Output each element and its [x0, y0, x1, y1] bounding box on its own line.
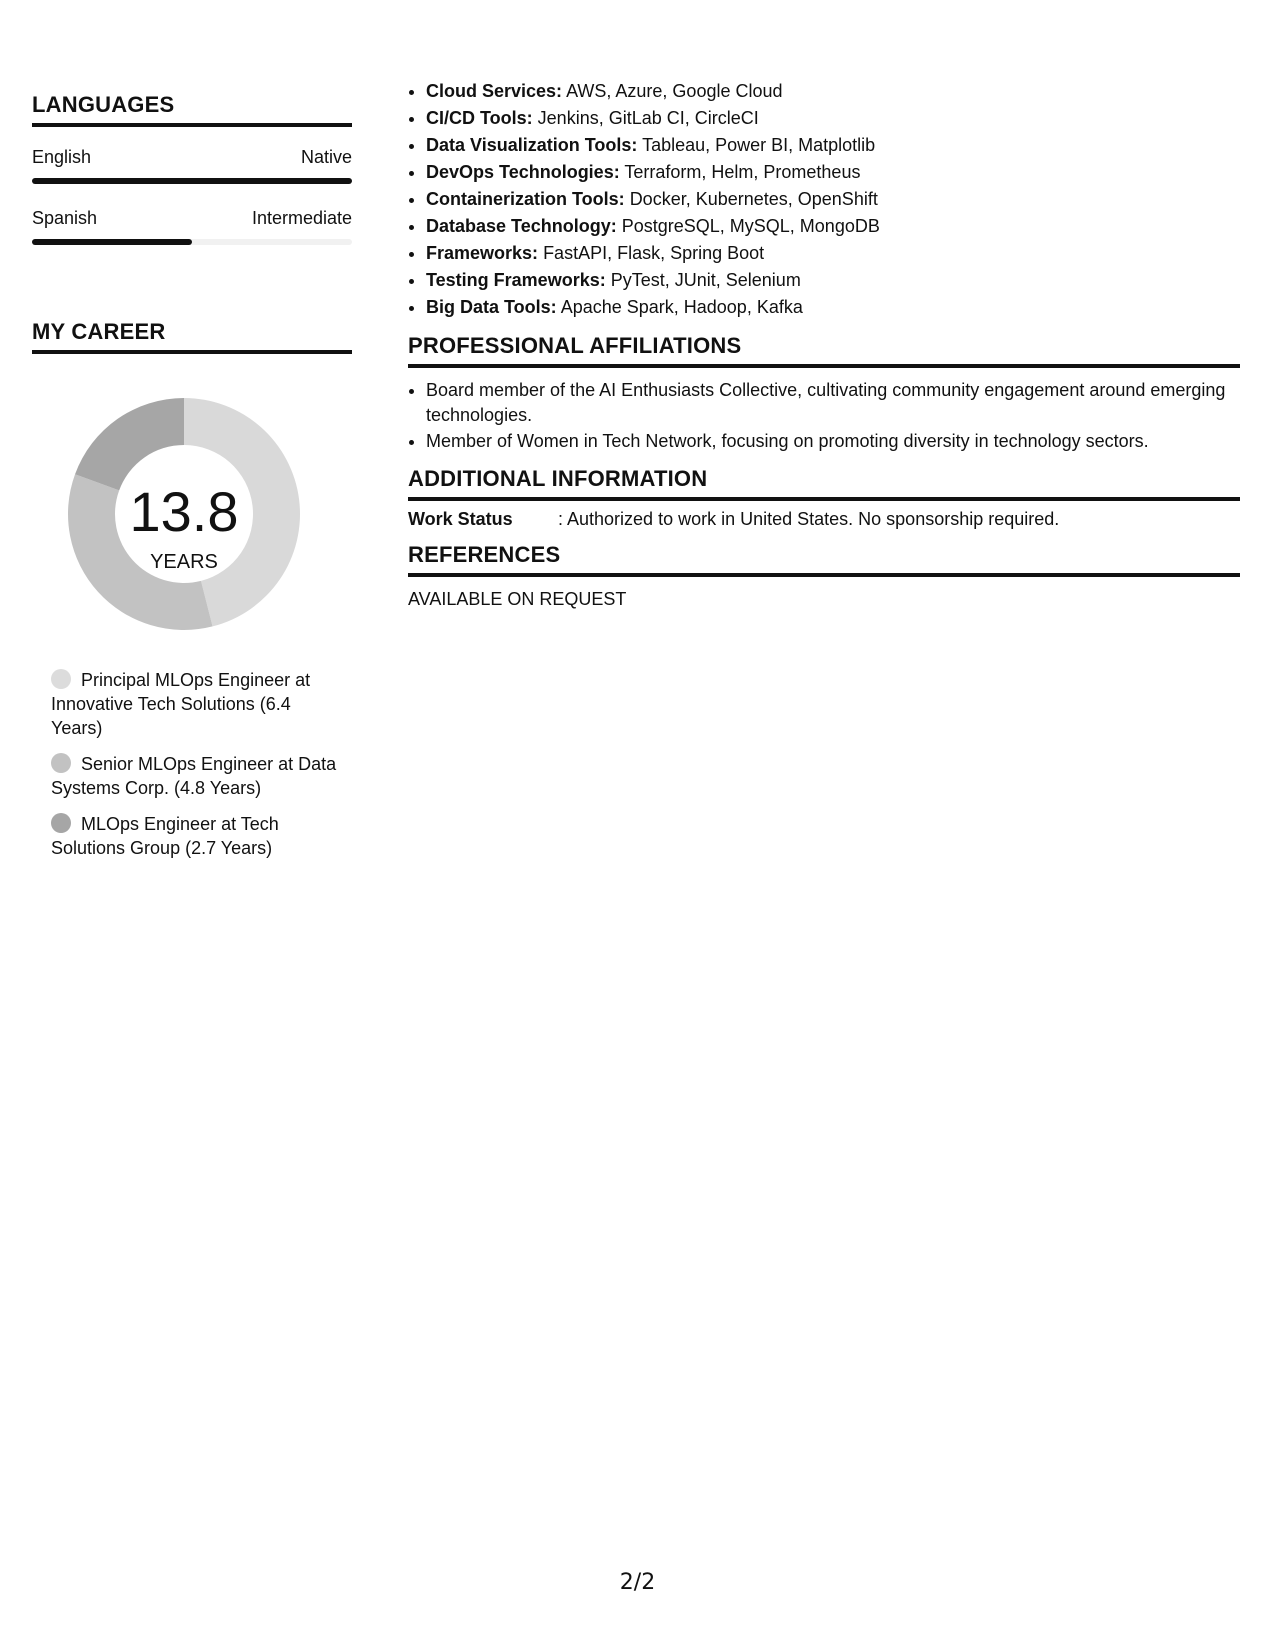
skill-item: • Frameworks: FastAPI, Flask, Spring Boot: [426, 240, 1240, 267]
affiliations-title: PROFESSIONAL AFFILIATIONS: [408, 333, 1240, 368]
language-name: Spanish: [32, 208, 98, 228]
legend-dot-icon: [51, 753, 71, 773]
skill-item: • DevOps Technologies: Terraform, Helm, Prometheus: [426, 159, 1240, 186]
career-legend-item: Principal MLOps Engineer at Innovative Tech Solutions (6.4 Years): [51, 670, 311, 738]
language-proficiency-bar: [32, 178, 352, 184]
skills-list: [408, 78, 1240, 321]
additional-info-title: ADDITIONAL INFORMATION: [408, 466, 1240, 501]
career-legend-item: MLOps Engineer at Tech Solutions Group (2.7 Years): [51, 814, 279, 858]
legend-dot-icon: [51, 669, 71, 689]
left-column: [32, 92, 352, 872]
skill-item: • Database Technology: PostgreSQL, MySQL, MongoDB: [426, 213, 1240, 240]
language-proficiency-bar: [32, 239, 352, 245]
work-status-value: : Authorized to work in United States. No sponsorship required.: [558, 509, 1060, 529]
career-total-years: 13.8: [129, 480, 239, 543]
skill-item: • Containerization Tools: Docker, Kubernetes, OpenShift: [426, 186, 1240, 213]
career-legend-item: Senior MLOps Engineer at Data Systems Corp. (4.8 Years): [51, 754, 337, 798]
career-title: MY CAREER: [32, 319, 352, 354]
affiliations-list: [408, 378, 1240, 454]
skill-item: • Big Data Tools: Apache Spark, Hadoop, Kafka: [426, 294, 1240, 321]
career-donut-chart: [54, 384, 314, 644]
affiliation-item: • Member of Women in Tech Network, focusing on promoting diversity in technology sectors.: [426, 429, 1240, 454]
additional-info-section: [408, 466, 1240, 530]
language-proficiency-fill: [32, 239, 192, 245]
language-name: English: [32, 147, 92, 167]
work-status-row: [408, 509, 1240, 530]
language-proficiency-fill: [32, 178, 352, 184]
skill-item: • CI/CD Tools: Jenkins, GitLab CI, CircleCI: [426, 105, 1240, 132]
donut-slice-2: [75, 398, 184, 490]
work-status-label: Work Status: [408, 509, 513, 529]
language-level: Intermediate: [251, 208, 352, 228]
skill-item: • Cloud Services: AWS, Azure, Google Cloud: [426, 78, 1240, 105]
right-column: [408, 78, 1240, 610]
language-level: Native: [300, 147, 352, 167]
career-donut-svg: [54, 384, 314, 644]
career-total-unit: YEARS: [150, 551, 218, 573]
references-text: AVAILABLE ON REQUEST: [408, 589, 627, 609]
language-item-spanish: [32, 208, 352, 245]
page-number: 2/2: [619, 1570, 656, 1595]
legend-dot-icon: [51, 813, 71, 833]
affiliation-item: • Board member of the AI Enthusiasts Collective, cultivating community engagement around emerging technologies.: [426, 378, 1240, 428]
career-legend: [51, 668, 341, 860]
affiliations-section: [408, 333, 1240, 454]
references-title: REFERENCES: [408, 542, 1240, 577]
references-section: [408, 542, 1240, 610]
languages-title: LANGUAGES: [32, 92, 352, 127]
language-item-english: [32, 147, 352, 184]
skill-item: • Testing Frameworks: PyTest, JUnit, Selenium: [426, 267, 1240, 294]
skill-item: • Data Visualization Tools: Tableau, Power BI, Matplotlib: [426, 132, 1240, 159]
